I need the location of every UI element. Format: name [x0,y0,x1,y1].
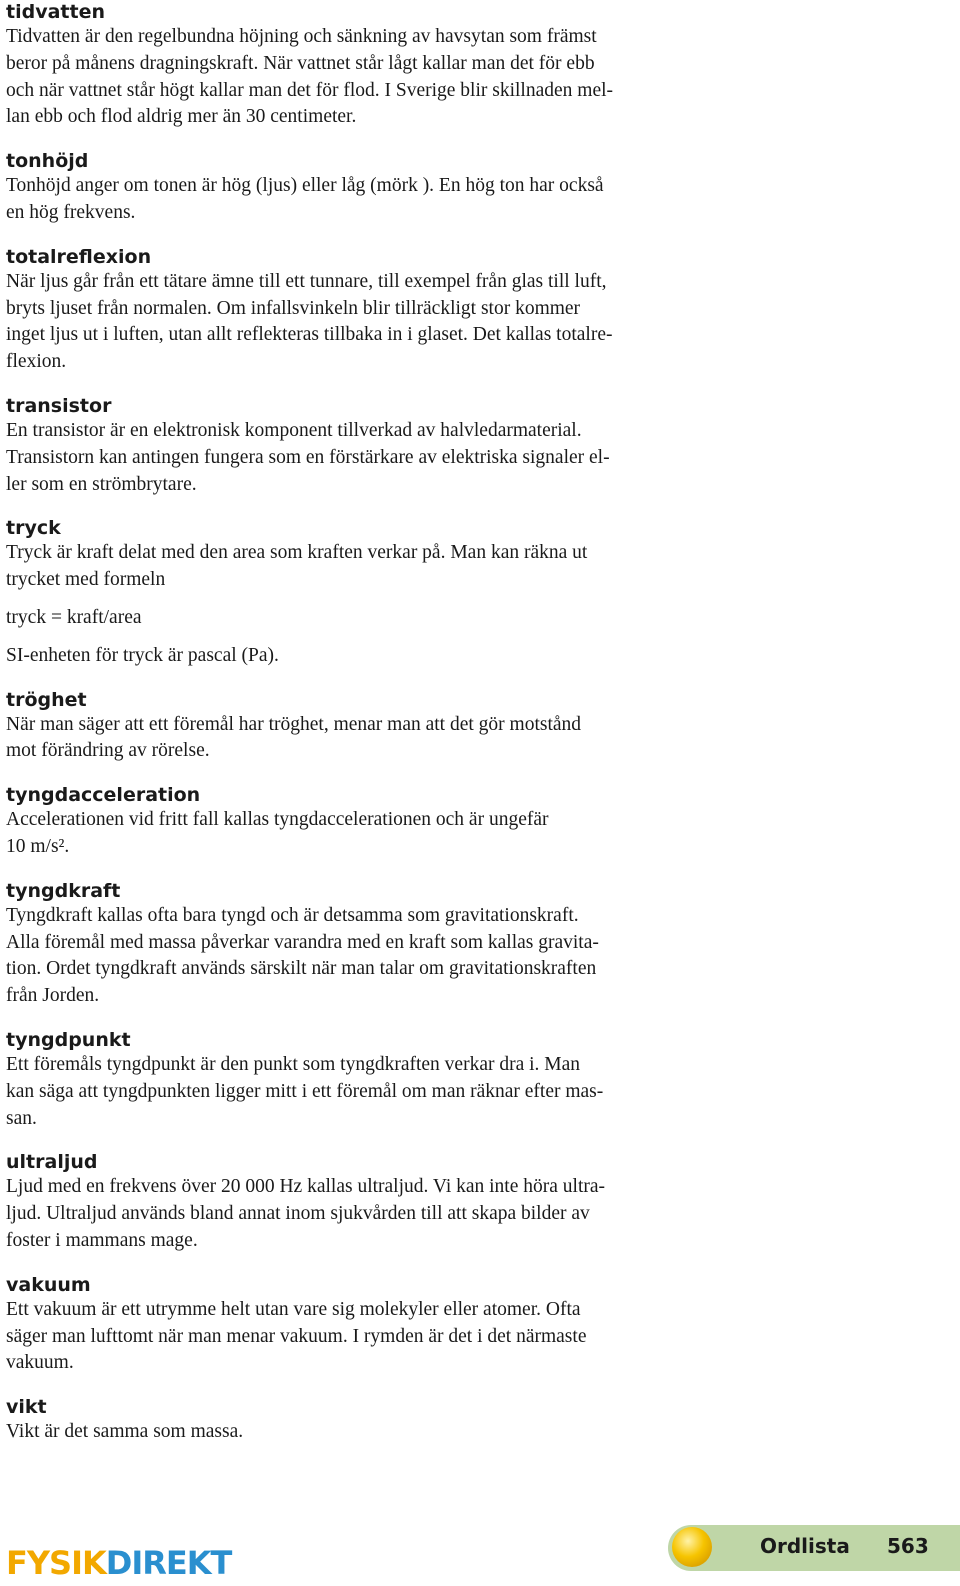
definition-line: säger man lufttomt när man menar vakuum. I rymden är det i det närmaste [6,1325,587,1347]
glossary-entry [6,1028,676,1132]
definition-line: Alla föremål med massa påverkar varandra med en kraft som kallas gravita- [6,931,599,953]
glossary-entry [6,245,676,376]
definition-line: tion. Ordet tyngdkraft används särskilt när man talar om gravitationskraften [6,958,597,980]
glossary-entry [6,0,676,131]
glossary-term: transistor [6,394,112,417]
glossary-term: tryck [6,517,61,540]
logo-direkt: DIREKT [105,1544,232,1582]
definition-line: ler som en strömbrytare. [6,473,197,495]
glossary-term: tyngdacceleration [6,784,201,807]
definition-paragraph [6,1297,676,1377]
definition-paragraph [6,903,676,1010]
definition-line: När ljus går från ett tätare ämne till ett tunnare, till exempel från glas till luft, [6,270,607,292]
glossary-term: vikt [6,1396,47,1419]
glossary-term: tyngdkraft [6,879,121,902]
definition-line: Tyngdkraft kallas ofta bara tyngd och är detsamma som gravitationskraft. [6,904,579,926]
glossary-term: totalreflexion [6,245,152,268]
definition-line: flexion. [6,351,67,373]
section-label: Ordlista [760,1534,850,1558]
definition-paragraph [6,24,676,131]
definition-line: Tidvatten är den regelbundna höjning och sänkning av havsytan som främst [6,26,597,47]
definition-line: beror på månens dragningskraft. När vattnet står lågt kallar man det för ebb [6,52,595,74]
definition-line: Ett föremåls tyngdpunkt är den punkt som tyngdkraften verkar dra i. Man [6,1053,581,1075]
definition-line: kan säga att tyngdpunkten ligger mitt i ett föremål om man räknar efter mas- [6,1080,604,1102]
definition-line: lan ebb och flod aldrig mer än 30 centimeter. [6,106,357,128]
definition-line: ljud. Ultraljud används bland annat inom sjukvården till att skapa bilder av [6,1203,590,1225]
glossary-content [6,0,676,1464]
glossary-entry [6,394,676,498]
definition-line: san. [6,1107,37,1129]
definition-line: Accelerationen vid fritt fall kallas tyngdaccelerationen och är ungefär [6,809,549,831]
definition-paragraph [6,173,676,227]
definition-line: 10 m/s². [6,835,70,857]
logo-fysik: FYSIK [6,1544,106,1582]
definition-line: mot förändring av rörelse. [6,740,210,762]
glossary-entry [6,688,676,766]
glossary-term: vakuum [6,1273,91,1296]
definition-line: SI-enheten för tryck är pascal (Pa). [6,644,279,666]
definition-line: tryck = kraft/area [6,606,142,628]
glossary-entry [6,516,676,669]
definition-line: inget ljus ut i luften, utan allt reflekteras tillbaka in i glaset. Det kallas totalre- [6,324,613,346]
definition-line: bryts ljuset från normalen. Om infallsvinkeln blir tillräckligt stor kommer [6,297,581,319]
glossary-term: tyngdpunkt [6,1028,131,1051]
glossary-entry [6,1150,676,1254]
definition-paragraph [6,807,676,861]
definition-line: en hög frekvens. [6,201,136,223]
definition-line: Tryck är kraft delat med den area som kraften verkar på. Man kan räkna ut [6,542,588,564]
section-tab-circle-icon [672,1527,712,1567]
glossary-term: ultraljud [6,1151,98,1174]
definition-line: Tonhöjd anger om tonen är hög (ljus) eller låg (mörk ). En hög ton har också [6,175,604,197]
definition-line: Vikt är det samma som massa. [6,1421,244,1443]
definition-paragraph [6,418,676,498]
definition-line: vakuum. [6,1352,74,1374]
definition-line: trycket med formeln [6,569,166,591]
glossary-entry [6,1395,676,1446]
definition-line: Ljud med en frekvens över 20 000 Hz kallas ultraljud. Vi kan inte höra ultra- [6,1176,606,1198]
definition-paragraph [6,1174,676,1254]
glossary-entry [6,149,676,227]
definition-line: och när vattnet står högt kallar man det för flod. I Sverige blir skillnaden mel- [6,79,614,101]
glossary-term: tidvatten [6,1,105,23]
definition-line: foster i mammans mage. [6,1229,198,1251]
definition-line: En transistor är en elektronisk komponent tillverkad av halvledarmaterial. [6,419,582,441]
glossary-entry [6,783,676,861]
definition-paragraph [6,712,676,766]
glossary-term: tonhöjd [6,150,89,173]
definition-line: När man säger att ett föremål har tröghet, menar man att det gör motstånd [6,713,582,735]
definition-line: Transistorn kan antingen fungera som en förstärkare av elektriska signaler el- [6,446,610,468]
definition-line: Ett vakuum är ett utrymme helt utan vare sig molekyler eller atomer. Ofta [6,1298,581,1320]
definition-paragraph [6,1052,676,1132]
glossary-term: tröghet [6,688,87,711]
definition-paragraph [6,605,676,632]
definition-paragraph [6,540,676,594]
definition-paragraph [6,269,676,376]
glossary-entry [6,879,676,1010]
glossary-entry [6,1273,676,1377]
definition-paragraph [6,1419,676,1446]
publisher-logo [6,1545,231,1581]
definition-line: från Jorden. [6,985,100,1007]
definition-paragraph [6,643,676,670]
page-number: 563 [887,1534,929,1558]
